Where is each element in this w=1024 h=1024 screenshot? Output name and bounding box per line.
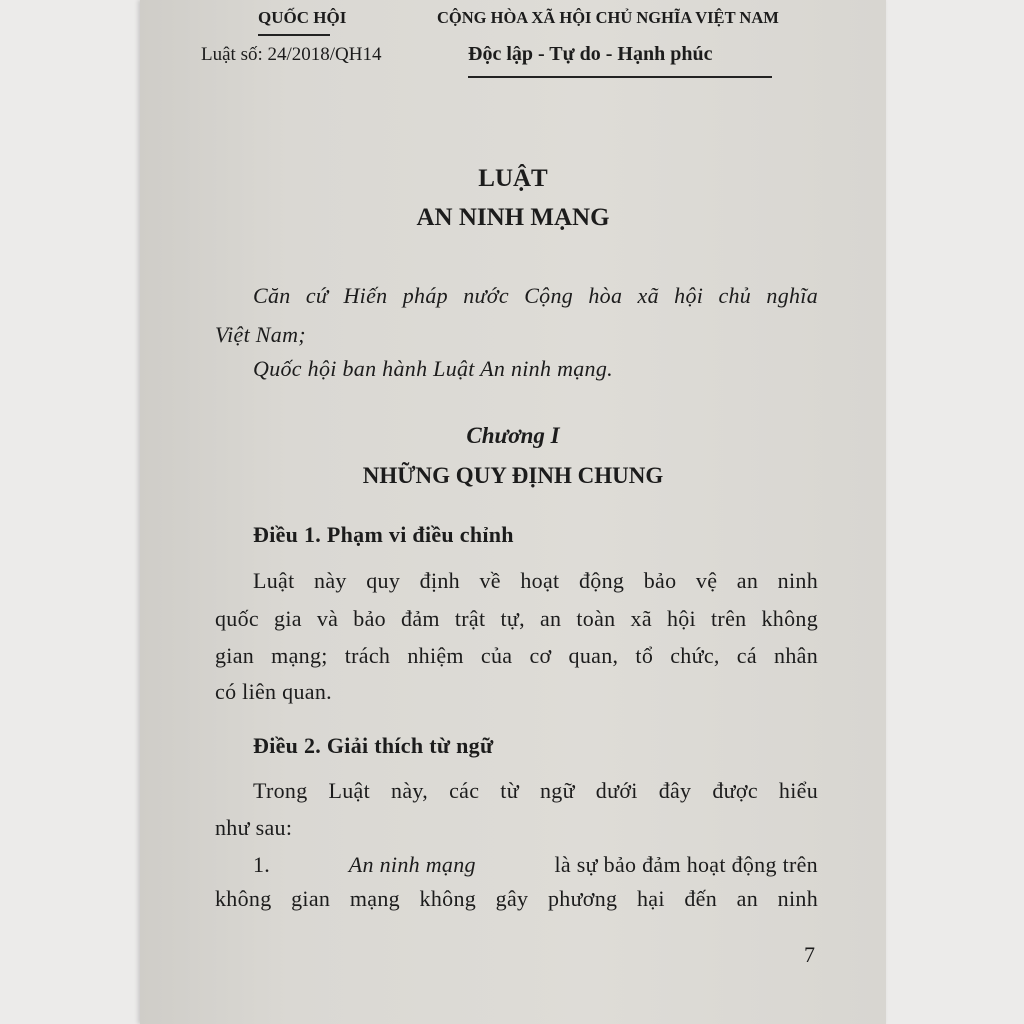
- article-2-line: như sau:: [215, 815, 293, 840]
- article-1-line: quốc gia và bảo đảm trật tự, an toàn xã hội trên không: [215, 606, 818, 631]
- article-2-item-1: [253, 852, 818, 878]
- article-1-line: Luật này quy định về hoạt động bảo vệ an ninh: [253, 568, 818, 593]
- preamble-line: Quốc hội ban hành Luật An ninh mạng.: [253, 356, 613, 381]
- article-1-heading: Điều 1. Phạm vi điều chỉnh: [253, 522, 514, 547]
- motto: Độc lập - Tự do - Hạnh phúc: [468, 43, 713, 65]
- item-text: là sự bảo đảm hoạt động trên: [554, 852, 818, 877]
- law-title-line1: LUẬT: [478, 165, 548, 192]
- preamble-line: Việt Nam;: [215, 322, 306, 347]
- article-1-line: gian mạng; trách nhiệm của cơ quan, tổ chức, cá nhân: [215, 643, 818, 668]
- article-2-item-1-line2: không gian mạng không gây phương hại đến an ninh: [215, 886, 818, 911]
- article-2-line: Trong Luật này, các từ ngữ dưới đây được hiểu: [253, 778, 818, 803]
- preamble-line: Căn cứ Hiến pháp nước Cộng hòa xã hội chủ nghĩa: [253, 283, 818, 308]
- article-2-heading: Điều 2. Giải thích từ ngữ: [253, 733, 494, 758]
- chapter-number: Chương I: [466, 423, 560, 448]
- issuer: QUỐC HỘI: [258, 8, 347, 27]
- country-name: CỘNG HÒA XÃ HỘI CHỦ NGHĨA VIỆT NAM: [437, 8, 779, 27]
- law-number: Luật số: 24/2018/QH14: [201, 44, 382, 65]
- item-number: 1.: [253, 852, 271, 877]
- law-title-line2: AN NINH MẠNG: [416, 204, 610, 231]
- chapter-name: NHỮNG QUY ĐỊNH CHUNG: [362, 463, 664, 488]
- motto-underline: [468, 76, 772, 78]
- page-number: 7: [804, 942, 815, 967]
- item-term: An ninh mạng: [348, 852, 476, 877]
- article-1-line: có liên quan.: [215, 679, 332, 704]
- issuer-underline: [258, 34, 330, 36]
